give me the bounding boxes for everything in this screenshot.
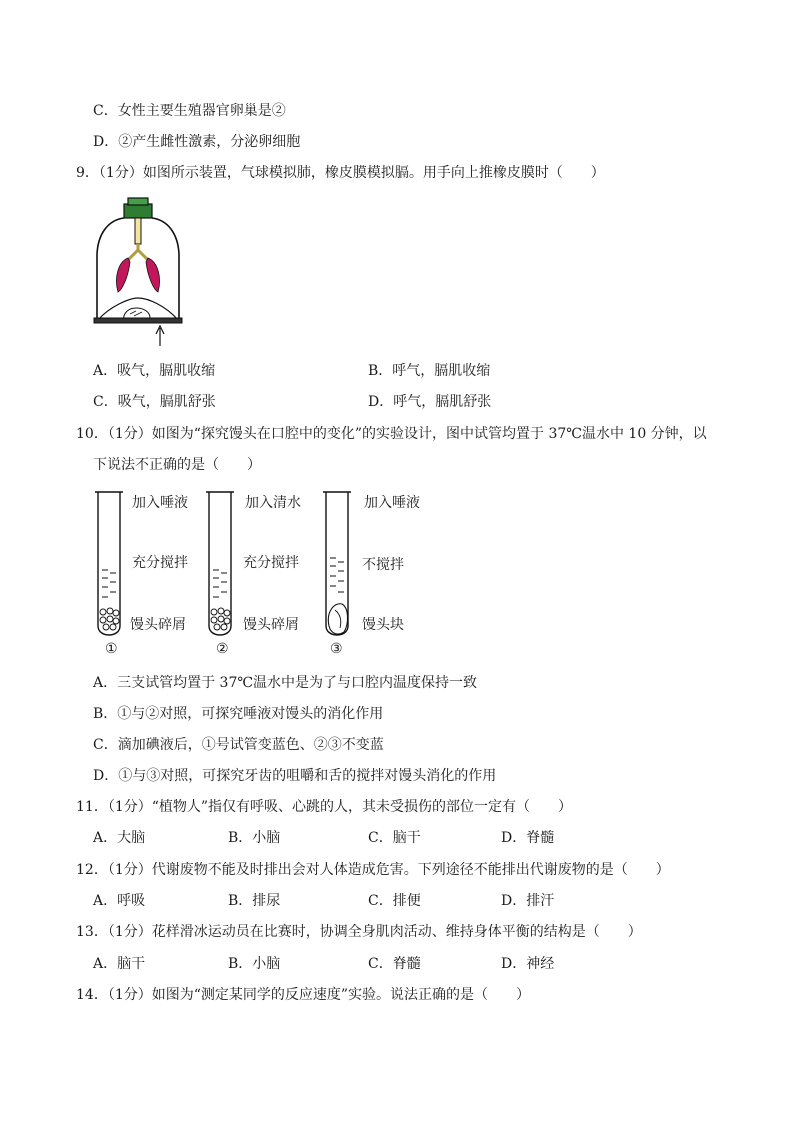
q12-option-a: A．呼吸 xyxy=(93,893,146,909)
q12-option-c: C．排便 xyxy=(368,893,421,909)
q11-option-d: D．脊髓 xyxy=(501,830,555,846)
q13-option-b: B．小脑 xyxy=(228,956,281,972)
tube3-number: ③ xyxy=(330,641,343,657)
bell-jar-lung-model-figure xyxy=(90,194,190,354)
test-tube-3 xyxy=(323,492,351,635)
q11-stem: 11．（1分）“植物人”指仅有呼吸、心跳的人，其未受损伤的部位一定有（ ） xyxy=(76,799,573,815)
tube1-label-mid: 充分搅拌 xyxy=(132,555,188,571)
tube2-label-top: 加入清水 xyxy=(245,495,301,511)
tube2-label-mid: 充分搅拌 xyxy=(243,555,299,571)
q12-stem: 12．（1分）代谢废物不能及时排出会对人体造成危害。下列途径不能排出代谢废物的是（ ） xyxy=(76,862,670,878)
test-tube-1 xyxy=(95,492,123,635)
q13-stem: 13．（1分）花样滑冰运动员在比赛时，协调全身肌肉活动、维持身体平衡的结构是（ ） xyxy=(76,924,642,940)
q10-stem-line1: 10．（1分）如图为“探究馒头在口腔中的变化”的实验设计，图中试管均置于 37℃温水中 10 分钟，以 xyxy=(76,426,707,442)
tube2-label-bottom: 馒头碎屑 xyxy=(243,617,299,633)
q11-option-a: A．大脑 xyxy=(93,830,146,846)
tube3-label-bottom: 馒头块 xyxy=(362,617,404,633)
test-tube-experiment-figure xyxy=(90,486,450,662)
q8-option-c: C．女性主要生殖器官卵巢是② xyxy=(93,103,286,119)
tube3-label-top: 加入唾液 xyxy=(364,495,420,511)
q9-option-d: D．呼气，膈肌舒张 xyxy=(368,394,492,410)
q12-option-d: D．排汗 xyxy=(501,893,555,909)
tube1-label-bottom: 馒头碎屑 xyxy=(130,617,186,633)
q13-option-a: A．脑干 xyxy=(93,956,146,972)
tube3-label-mid: 不搅拌 xyxy=(362,557,404,573)
tube1-label-top: 加入唾液 xyxy=(132,495,188,511)
q10-option-a: A．三支试管均置于 37℃温水中是为了与口腔内温度保持一致 xyxy=(93,675,478,691)
q12-option-b: B．排尿 xyxy=(228,893,281,909)
q10-option-c: C．滴加碘液后，①号试管变蓝色、②③不变蓝 xyxy=(93,737,384,753)
q14-stem: 14．（1分）如图为“测定某同学的反应速度”实验。说法正确的是（ ） xyxy=(76,987,531,1003)
test-tube-2 xyxy=(206,492,234,635)
q9-option-b: B．呼气，膈肌收缩 xyxy=(368,363,491,379)
q11-option-b: B．小脑 xyxy=(228,830,281,846)
q9-option-a: A．吸气，膈肌收缩 xyxy=(93,363,216,379)
q8-option-d: D．②产生雌性激素，分泌卵细胞 xyxy=(93,134,301,150)
tube1-number: ① xyxy=(105,641,118,657)
q10-option-b: B．①与②对照，可探究唾液对馒头的消化作用 xyxy=(93,706,384,722)
q13-option-c: C．脊髓 xyxy=(368,956,421,972)
q9-option-c: C．吸气，膈肌舒张 xyxy=(93,394,216,410)
q13-option-d: D．神经 xyxy=(501,956,555,972)
q9-stem: 9．（1分）如图所示装置，气球模拟肺，橡皮膜模拟膈。用手向上推橡皮膜时（ ） xyxy=(76,165,605,181)
tube2-number: ② xyxy=(216,641,229,657)
q10-option-d: D．①与③对照，可探究牙齿的咀嚼和舌的搅拌对馒头消化的作用 xyxy=(93,768,497,784)
q11-option-c: C．脑干 xyxy=(368,830,421,846)
q10-stem-line2: 下说法不正确的是（ ） xyxy=(93,457,261,473)
